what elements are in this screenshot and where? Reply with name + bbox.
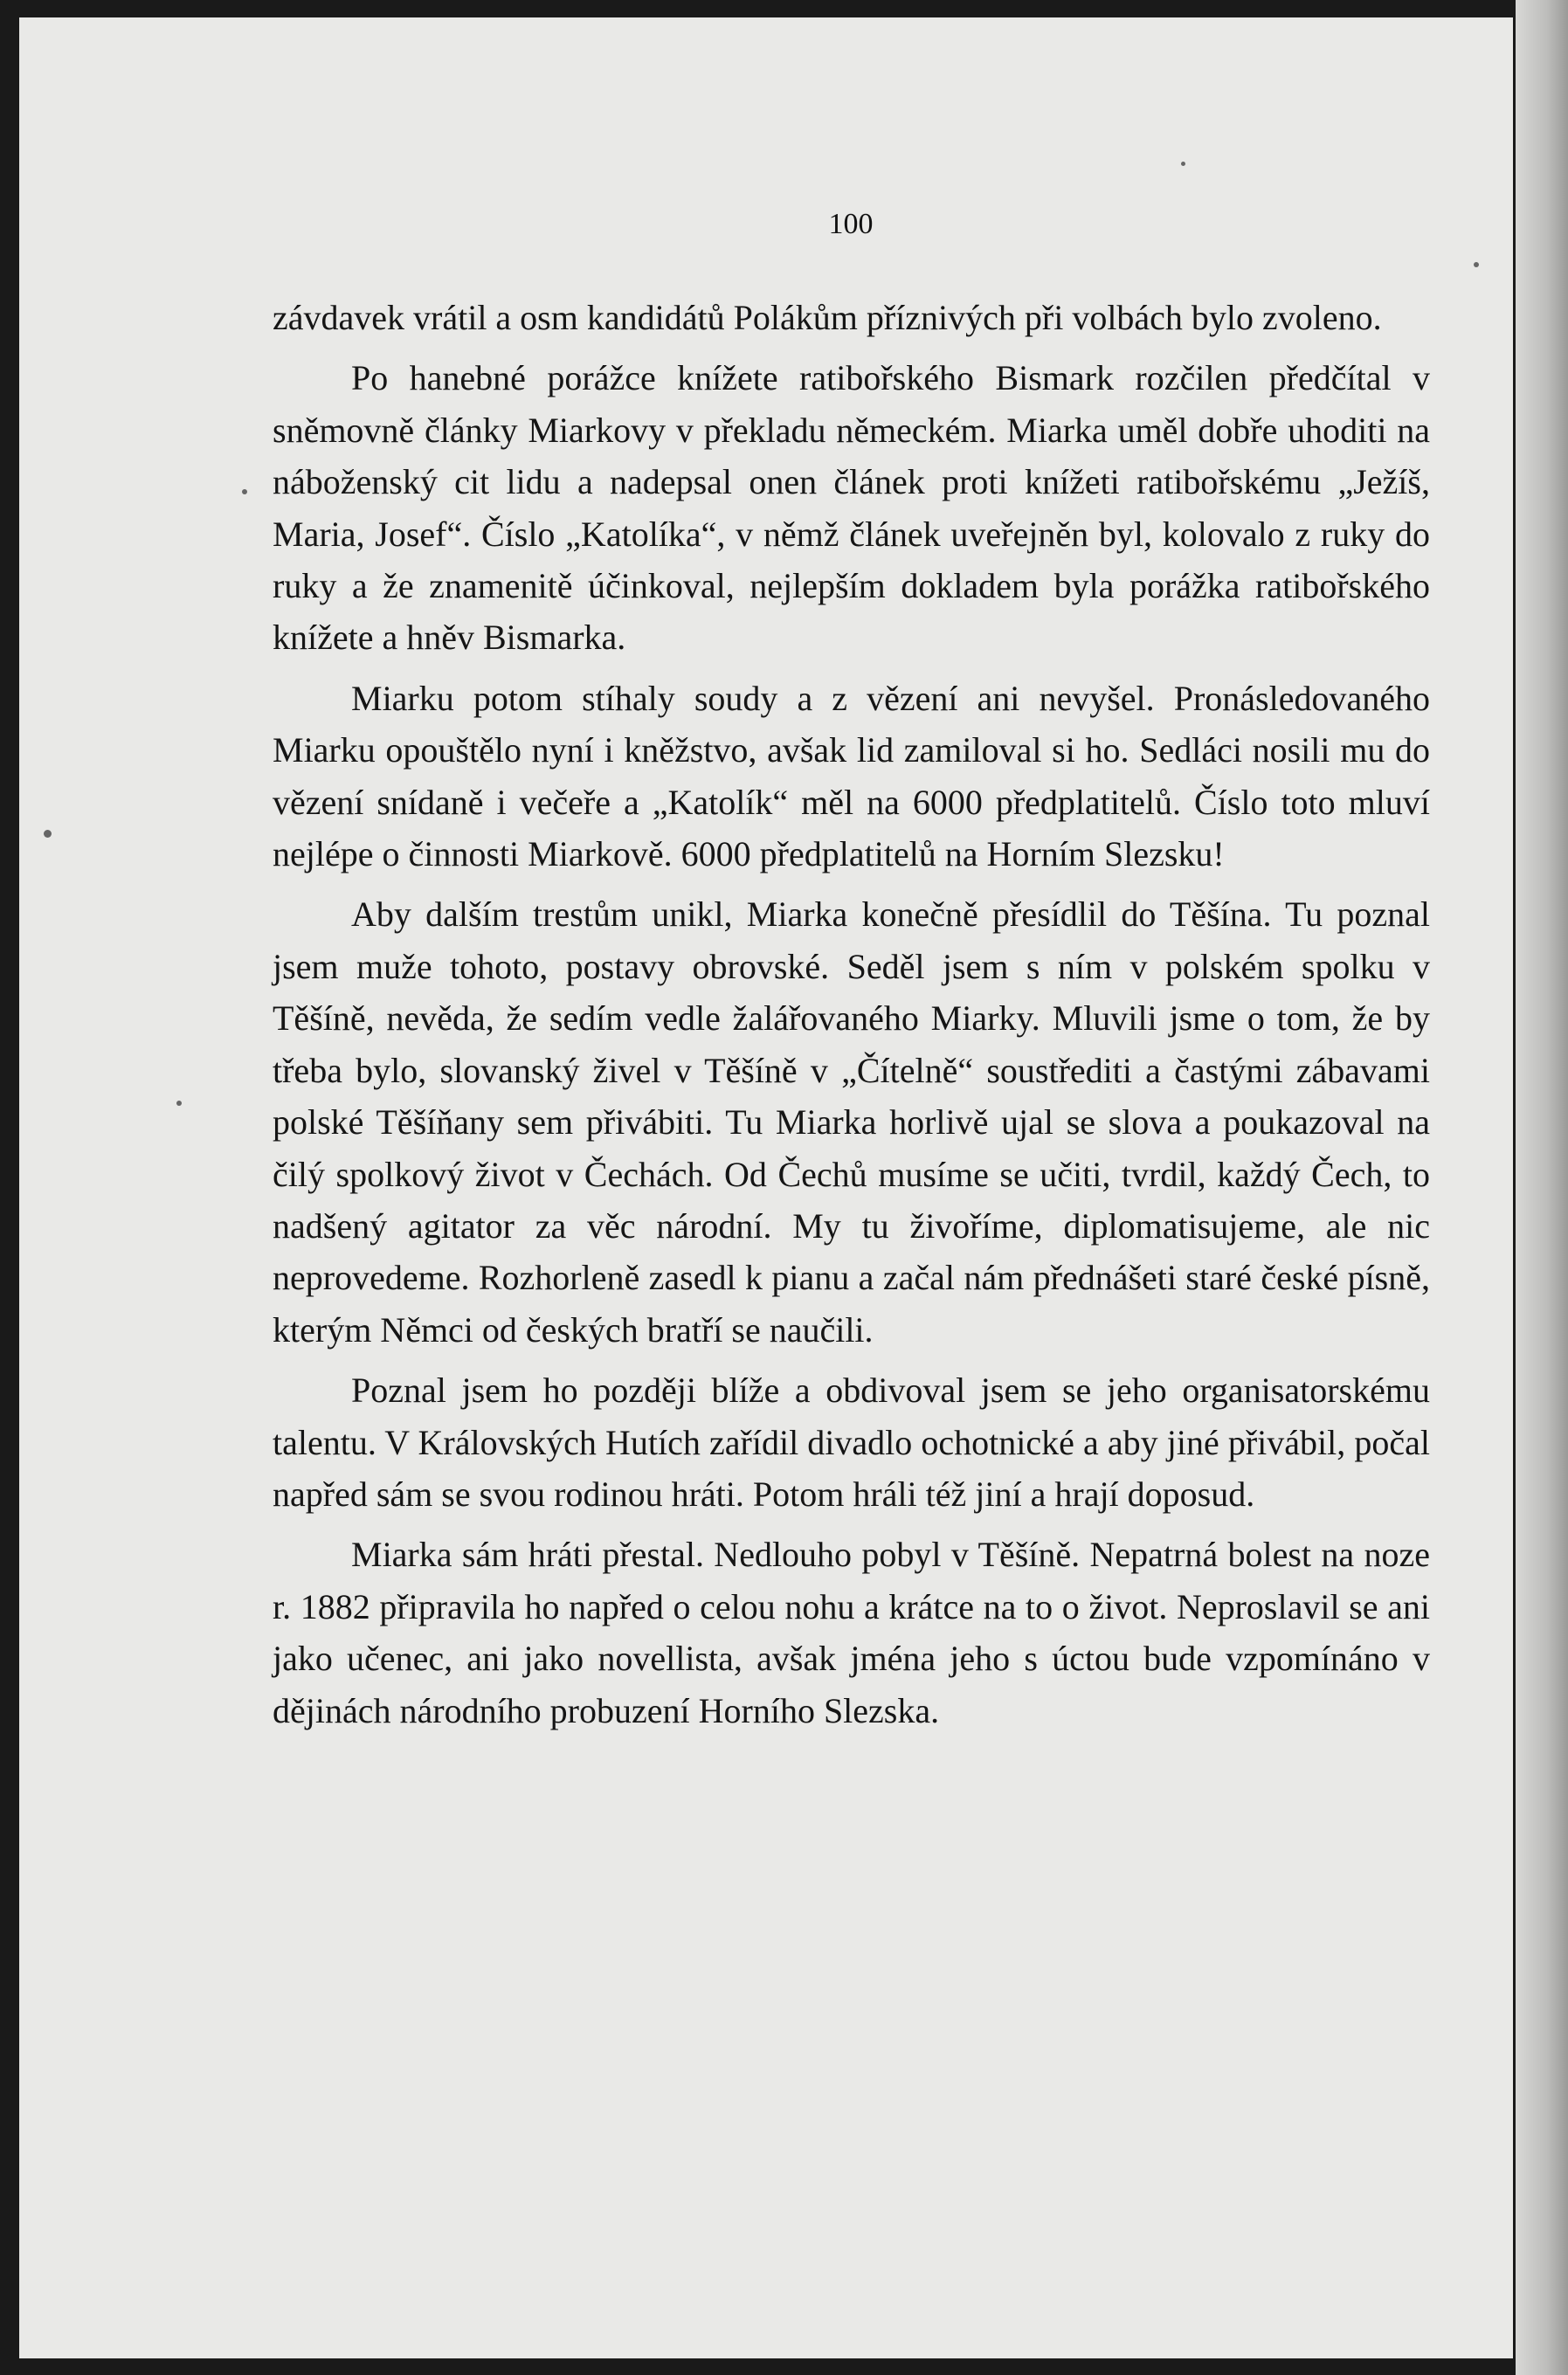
paragraph: Poznal jsem ho později blíže a obdivoval jsem se jeho organisatorskému talentu. V Královských Hutích zařídil divadlo ochotnické a aby jiné přivábil, počal napřed sám se svou rodinou hráti. Potom hráli též jiní a hrají doposud. <box>273 1370 1430 1514</box>
paragraph: závdavek vrátil a osm kandidátů Polákům příznivých při volbách bylo zvoleno. <box>273 298 1382 337</box>
body-text <box>273 292 1430 1745</box>
page-edge <box>1516 0 1568 2375</box>
paragraph: Miarka sám hráti přestal. Nedlouho pobyl v Těšíně. Nepatrná bolest na noze r. 1882 připravila ho napřed o celou nohu a krátce na to o život. Neproslavil se ani jako učenec, ani jako novellista, avšak jména jeho s úctou bude vzpomínáno v dějinách národního probuzení Horního Slezska. <box>273 1535 1430 1730</box>
paragraph: Po hanebné porážce knížete ratibořského Bismark rozčilen předčítal v sněmovně články Miarkovy v překladu německém. Miarka uměl dobře uhoditi na náboženský cit lidu a nadepsal onen článek proti knížeti ratibořskému „Ježíš, Maria, Josef“. Číslo „Katolíka“, v němž článek uveřejněn byl, kolovalo z ruky do ruky a že znamenitě účinkoval, nejlepším dokladem byla porážka ratibořského knížete a hněv Bismarka. <box>273 358 1430 658</box>
print-speck <box>176 1101 182 1106</box>
paragraph: Aby dalším trestům unikl, Miarka konečně přesídlil do Těšína. Tu poznal jsem muže tohoto, postavy obrovské. Seděl jsem s ním v polském spolku v Těšíně, nevěda, že sedím vedle žalářovaného Miarky. Mluvili jsme o tom, že by třeba bylo, slovanský živel v Těšíně v „Čítelně“ soustřediti a častými zábavami polské Těšíňany sem přivábiti. Tu Miarka horlivě ujal se slova a poukazoval na čilý spolkový život v Čechách. Od Čechů musíme se učiti, tvrdil, každý Čech, to nadšený agitator za věc národní. My tu živoříme, diplomatisujeme, ale nic neprovedeme. Rozhorleně zasedl k pianu a začal nám přednášeti staré české písně, kterým Němci od českých bratří se naučili. <box>273 894 1430 1350</box>
print-speck <box>1474 262 1479 267</box>
print-speck <box>1181 162 1185 166</box>
print-speck <box>242 489 247 494</box>
paragraph: Miarku potom stíhaly soudy a z vězení ani nevyšel. Pronásledovaného Miarku opouštělo nyní i kněžstvo, avšak lid zamiloval si ho. Sedláci nosili mu do vězení snídaně i večeře a „Katolík“ měl na 6000 předplatitelů. Číslo toto mluví nejlépe o činnosti Miarkově. 6000 předplatitelů na Horním Slezsku! <box>273 678 1430 874</box>
page-number: 100 <box>828 208 874 240</box>
print-speck <box>44 830 52 838</box>
